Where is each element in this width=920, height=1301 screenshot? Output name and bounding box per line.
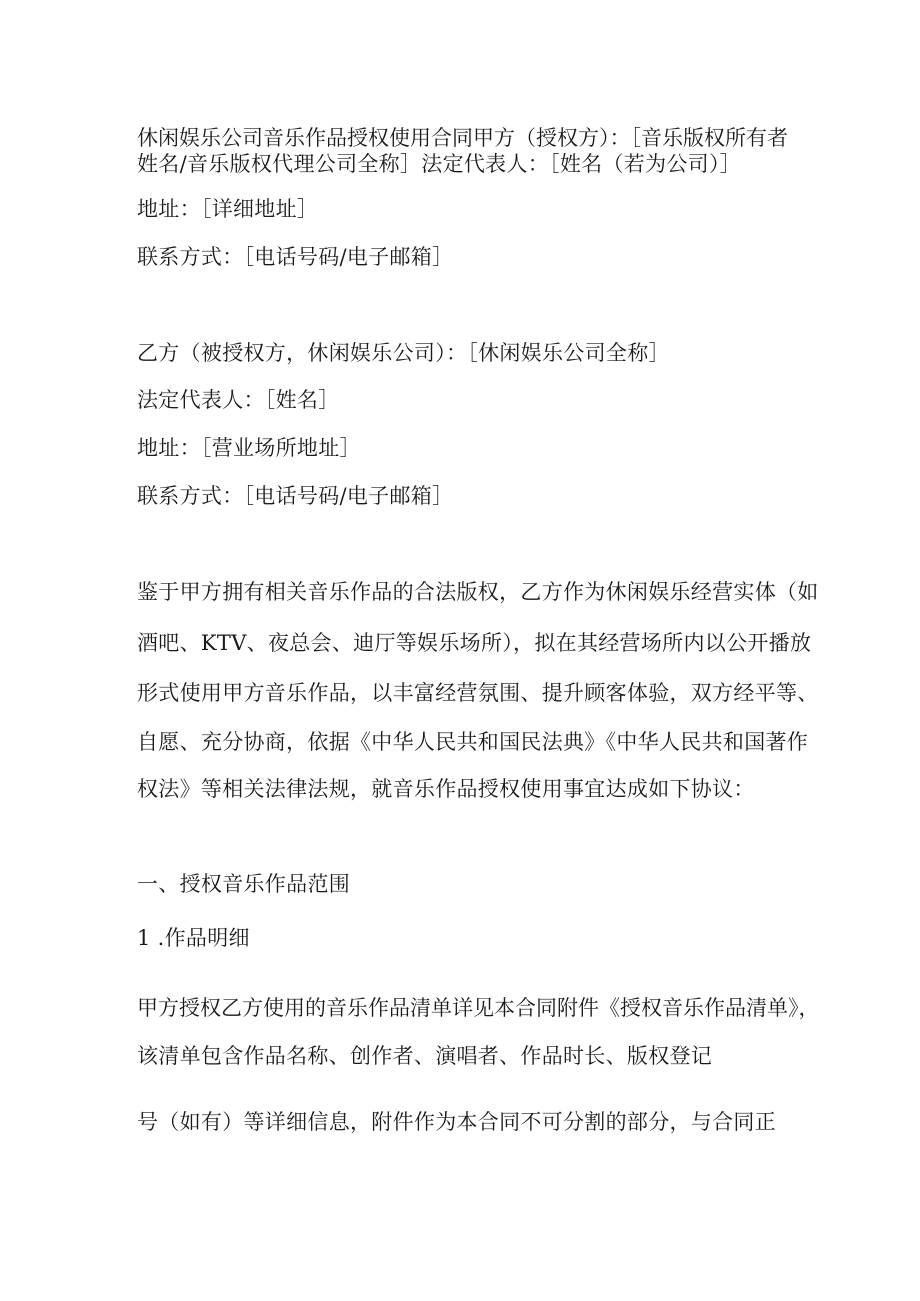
party-a-line-1: 休闲娱乐公司音乐作品授权使用合同甲方（授权方）：［音乐版权所有者 (137, 126, 788, 150)
section-body-line: 甲方授权乙方使用的音乐作品清单详见本合同附件《授权音乐作品清单》， (137, 996, 820, 1020)
party-a-contact: 联系方式：［电话号码/电子邮箱］ (137, 245, 454, 269)
section-body-line: 号（如有）等详细信息，附件作为本合同不可分割的部分，与合同正 (137, 1110, 776, 1134)
section-body-line: 该清单包含作品名称、创作者、演唱者、作品时长、版权登记 (137, 1044, 713, 1068)
preamble-line: 形式使用甲方音乐作品，以丰富经营氛围、提升顾客体验，双方经平等、 (137, 681, 819, 705)
section-heading: 一、授权音乐作品范围 (137, 872, 350, 896)
subsection-heading: 1 .作品明细 (137, 926, 250, 950)
party-b-contact: 联系方式：［电话号码/电子邮箱］ (137, 484, 454, 508)
party-b-representative: 法定代表人：［姓名］ (137, 388, 340, 412)
preamble-line: 权法》等相关法律法规，就音乐作品授权使用事宜达成如下协议： (137, 777, 755, 801)
party-a-address: 地址：［详细地址］ (137, 197, 319, 221)
preamble-line: 自愿、充分协商，依据《中华人民共和国民法典》《中华人民共和国著作 (137, 730, 809, 754)
preamble-line: 鉴于甲方拥有相关音乐作品的合法版权，乙方作为休闲娱乐经营实体（如 (137, 580, 819, 604)
party-b-address: 地址：［营业场所地址］ (137, 436, 361, 460)
party-b-name: 乙方（被授权方，休闲娱乐公司）：［休闲娱乐公司全称］ (137, 341, 670, 365)
party-a-line-2: 姓名/音乐版权代理公司全称］法定代表人：［姓名（若为公司）］ (137, 152, 742, 176)
preamble-line: 酒吧、KTV、夜总会、迪厅等娱乐场所），拟在其经营场所内以公开播放 (137, 631, 812, 655)
